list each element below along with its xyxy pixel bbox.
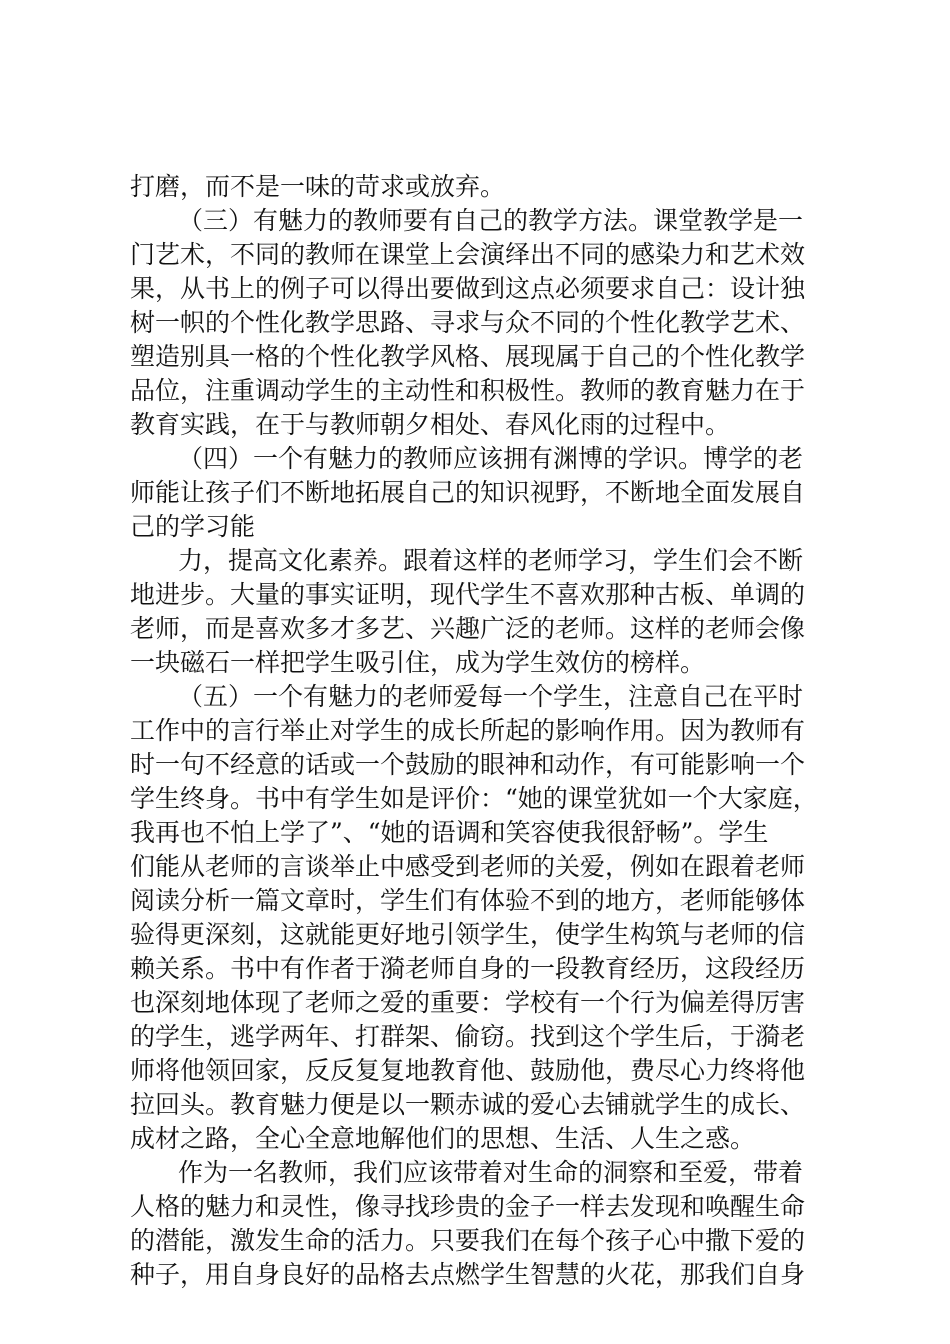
text-line: 种子，用自身良好的品格去点燃学生智慧的火花，那我们自身 — [130, 1260, 806, 1289]
text-line: 阅读分析一篇文章时，学生们有体验不到的地方，老师能够体 — [130, 886, 806, 915]
text-line: 们能从老师的言谈举止中感受到老师的关爱，例如在跟着老师 — [130, 852, 806, 881]
text-line: 老师，而是喜欢多才多艺、兴趣广泛的老师。这样的老师会像 — [130, 614, 806, 643]
text-line: 学生终身。书中有学生如是评价：“她的课堂犹如一个大家庭， — [130, 784, 818, 813]
text-line: 教育实践，在于与教师朝夕相处、春风化雨的过程中。 — [130, 410, 731, 439]
text-line: 也深刻地体现了老师之爱的重要：学校有一个行为偏差得厉害 — [130, 988, 806, 1017]
text-line: 树一帜的个性化教学思路、寻求与众不同的个性化教学艺术、 — [130, 308, 806, 337]
text-line: 时一句不经意的话或一个鼓励的眼神和动作，有可能影响一个 — [130, 750, 806, 779]
text-line: 地进步。大量的事实证明，现代学生不喜欢那种古板、单调的 — [130, 580, 806, 609]
text-line: 成材之路，全心全意地解他们的思想、生活、人生之惑。 — [130, 1124, 756, 1153]
text-line: 打磨，而不是一味的苛求或放弃。 — [130, 172, 506, 201]
text-line: 的潜能，激发生命的活力。只要我们在每个孩子心中撒下爱的 — [130, 1226, 806, 1255]
paragraph-closing-start: 作为一名教师，我们应该带着对生命的洞察和至爱，带着 — [178, 1158, 804, 1187]
text-line: 工作中的言行举止对学生的成长所起的影响作用。因为教师有 — [130, 716, 806, 745]
text-line: 果，从书上的例子可以得出要做到这点必须要求自己：设计独 — [130, 274, 806, 303]
paragraph-3-start: （三）有魅力的教师要有自己的教学方法。课堂教学是一 — [178, 206, 804, 235]
text-line: 拉回头。教育魅力便是以一颗赤诚的爱心去铺就学生的成长、 — [130, 1090, 806, 1119]
text-line: 师能让孩子们不断地拓展自己的知识视野，不断地全面发展自 — [130, 478, 806, 507]
text-line: 人格的魅力和灵性，像寻找珍贵的金子一样去发现和唤醒生命 — [130, 1192, 806, 1221]
text-line: 的学生，逃学两年、打群架、偷窃。找到这个学生后，于漪老 — [130, 1022, 806, 1051]
text-line: 塑造别具一格的个性化教学风格、展现属于自己的个性化教学 — [130, 342, 806, 371]
paragraph-5-start: （五）一个有魅力的老师爱每一个学生，注意自己在平时 — [178, 682, 804, 711]
text-line: 我再也不怕上学了”、“她的语调和笑容使我很舒畅”。学生 — [130, 818, 769, 847]
text-line: 验得更深刻，这就能更好地引领学生，使学生构筑与老师的信 — [130, 920, 806, 949]
text-line: 赖关系。书中有作者于漪老师自身的一段教育经历，这段经历 — [130, 954, 806, 983]
text-line: 师将他领回家，反反复复地教育他、鼓励他，费尽心力终将他 — [130, 1056, 806, 1085]
paragraph-4-start: （四）一个有魅力的教师应该拥有渊博的学识。博学的老 — [178, 444, 804, 473]
text-line: 门艺术，不同的教师在课堂上会演绎出不同的感染力和艺术效 — [130, 240, 806, 269]
text-line: 品位，注重调动学生的主动性和积极性。教师的教育魅力在于 — [130, 376, 806, 405]
paragraph-continuation-start: 力，提高文化素养。跟着这样的老师学习，学生们会不断 — [178, 546, 804, 575]
text-line: 己的学习能 — [130, 512, 256, 541]
text-line: 一块磁石一样把学生吸引住，成为学生效仿的榜样。 — [130, 648, 706, 677]
